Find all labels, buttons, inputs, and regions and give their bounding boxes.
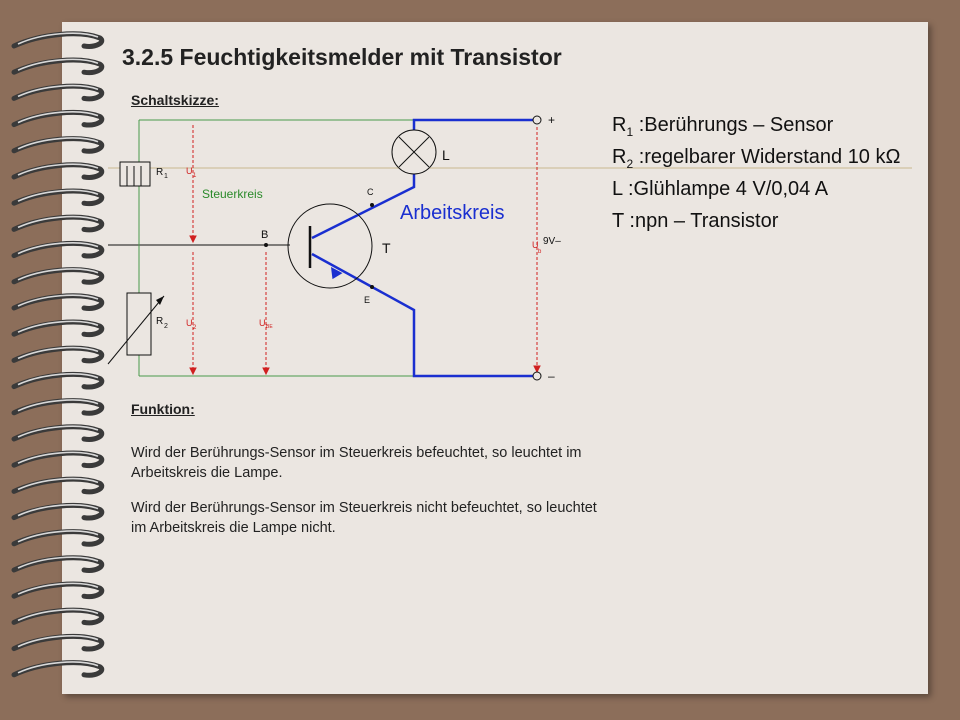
u1-label: U: [186, 166, 193, 176]
r1-sensor-symbol: [120, 162, 150, 186]
function-paragraph-1: Wird der Berührungs-Sensor im Steuerkreis befeuchtet, so leuchtet im Arbeitskreis die Lampe.: [131, 445, 582, 481]
collector-label: C: [367, 187, 374, 197]
plus-label: +: [548, 113, 556, 127]
schematic-heading: Schaltskizze:: [131, 92, 219, 108]
emitter-label: E: [364, 295, 371, 305]
base-label: B: [261, 229, 269, 241]
transistor-label: T: [382, 240, 391, 256]
legend-r2: $R_2$ :regelbarer Widerstand 10 kΩ: [612, 146, 901, 171]
r2-label: R: [156, 316, 164, 327]
u2-label: U: [186, 318, 193, 328]
legend-lamp: L :Glühlampe 4 V/0,04 A: [612, 178, 829, 200]
lamp-label: L: [442, 147, 450, 163]
minus-terminal: [533, 372, 541, 380]
lamp-symbol: [392, 130, 436, 174]
base-node: [264, 243, 268, 247]
legend-transistor: T :npn – Transistor: [612, 210, 779, 232]
supply-label: 9V–: [543, 236, 561, 247]
minus-label: –: [548, 369, 555, 383]
emitter-node: [370, 285, 374, 289]
r1-sub: 1: [164, 173, 168, 180]
ube-sub: BE: [266, 324, 273, 330]
u1-sub: 1: [193, 173, 197, 179]
plus-terminal: [533, 116, 541, 124]
steuerkreis-label: Steuerkreis: [202, 187, 263, 201]
ub-sub: b: [538, 249, 542, 255]
function-heading: Funktion:: [131, 401, 195, 417]
collector-node: [370, 203, 374, 207]
control-circuit: [139, 120, 414, 376]
ube-label: U: [259, 318, 266, 328]
arbeitskreis-label: Arbeitskreis: [400, 202, 505, 224]
ub-label: U: [532, 240, 539, 250]
r2-sub: 2: [164, 323, 168, 330]
function-paragraph-2: Wird der Berührungs-Sensor im Steuerkreis nicht befeuchtet, so leuchtet im Arbeitskreis die Lampe nicht.: [131, 500, 597, 536]
page-title: 3.2.5 Feuchtigkeitsmelder mit Transistor: [122, 44, 562, 70]
transistor-symbol: [288, 204, 372, 288]
voltage-arrows: [190, 125, 540, 374]
legend-r1: $R_1$ :Berührungs – Sensor: [612, 114, 834, 139]
u2-sub: 2: [193, 325, 197, 331]
r1-label: R: [156, 167, 164, 178]
r2-resistor-symbol: [108, 293, 164, 364]
